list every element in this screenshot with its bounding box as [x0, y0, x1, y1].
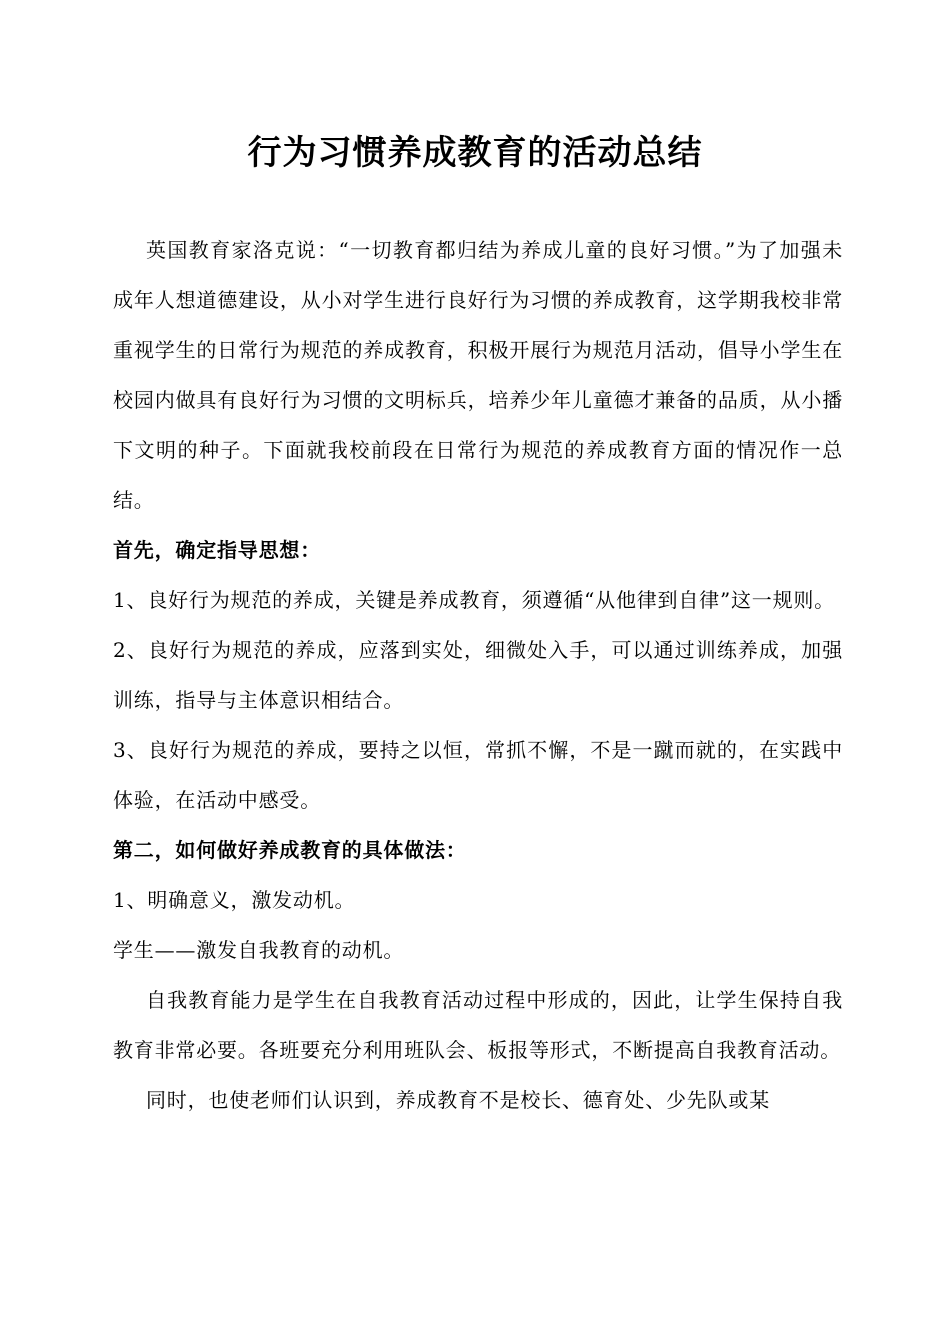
section1-heading: 首先，确定指导思想： [113, 538, 321, 562]
section2-subheading: 学生——激发自我教育的动机。 [113, 938, 405, 962]
intro-paragraph: 英国教育家洛克说：“一切教育都归结为养成儿童的良好习惯。”为了加强未成年人想道德建设，从小对学生进行良好行为习惯的养成教育，这学期我校非常重视学生的日常行为规范的养成教育，积极开展行为规范月活动，倡导小学生在校园内做具有良好行为习惯的文明标兵，培养少年儿童德才兼备的品质，从小播下文明的种子。下面就我校前段在日常行为规范的养成教育方面的情况作一总结。 [113, 238, 843, 512]
section2-heading: 第二，如何做好养成教育的具体做法： [113, 838, 467, 862]
teachers-paragraph: 同时，也使老师们认识到，养成教育不是校长、德育处、少先队或某 [146, 1088, 770, 1112]
document-title: 行为习惯养成教育的活动总结 [247, 133, 703, 173]
document-body [113, 225, 843, 1125]
self-education-paragraph: 自我教育能力是学生在自我教育活动过程中形成的，因此，让学生保持自我教育非常必要。各班要充分利用班队会、板报等形式，不断提高自我教育活动。 [113, 988, 843, 1062]
section1-item-3: 3、良好行为规范的养成，要持之以恒，常抓不懈，不是一蹴而就的，在实践中体验，在活动中感受。 [113, 738, 843, 812]
section1-item-1: 1、良好行为规范的养成，关键是养成教育，须遵循“从他律到自律”这一规则。 [113, 588, 835, 612]
section1-item-2: 2、良好行为规范的养成，应落到实处，细微处入手，可以通过训练养成，加强训练，指导与主体意识相结合。 [113, 638, 843, 712]
section2-item-1: 1、明确意义，激发动机。 [113, 888, 356, 912]
